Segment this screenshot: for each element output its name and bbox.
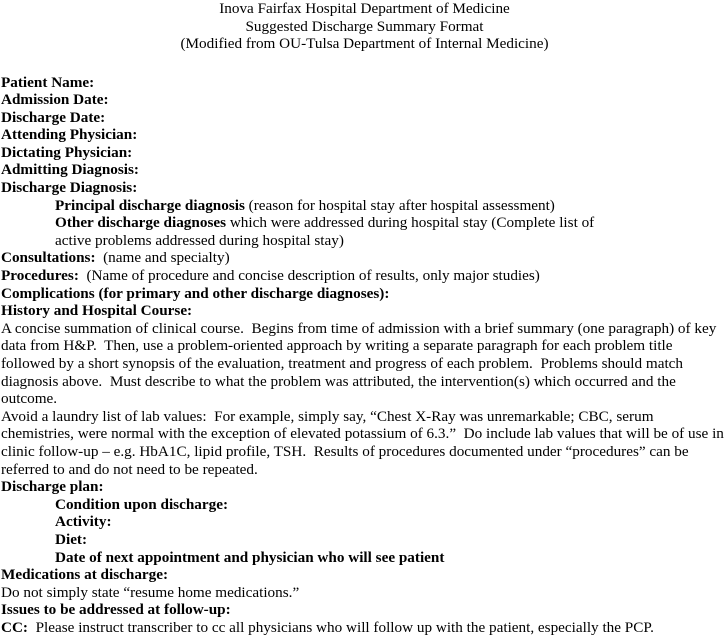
medications-text: Do not simply state “resume home medications.” — [1, 583, 300, 601]
procedures-text: (Name of procedure and concise description of results, only major studies) — [78, 267, 540, 285]
other-diagnoses-text-2: active problems addressed during hospital stay) — [55, 231, 344, 249]
history-p1-line-2: data from H&P. Then, use a problem-oriented approach by writing a separate paragraph for each problem title — [1, 337, 673, 355]
principal-diagnosis-text: (reason for hospital stay after hospital assessment) — [244, 196, 555, 214]
consultations-line — [1, 249, 728, 267]
admitting-diagnosis-label: Admitting Diagnosis: — [1, 161, 139, 179]
cc-label: CC: — [1, 618, 28, 636]
medications-label: Medications at discharge: — [1, 566, 169, 584]
history-p1-line-1: A concise summation of clinical course. Begins from time of admission with a brief summary (one paragraph) of key — [1, 319, 717, 337]
history-p2-line-1: Avoid a laundry list of lab values: For example, simply say, “Chest X-Ray was unremarkable; CBC, serum — [1, 407, 654, 425]
history-p1-line-5: outcome. — [1, 390, 58, 408]
header-line-1: Inova Fairfax Hospital Department of Medicine — [219, 0, 510, 17]
principal-diagnosis-line — [1, 197, 728, 215]
header-spacer — [1, 53, 728, 74]
procedures-label: Procedures: — [1, 267, 79, 285]
procedures-line — [1, 267, 728, 285]
next-appointment-label: Date of next appointment and physician who will see patient — [55, 548, 445, 566]
complications-label: Complications (for primary and other discharge diagnoses): — [1, 284, 390, 302]
history-p2-line-3: clinic follow-up – e.g. HbA1C, lipid profile, TSH. Results of procedures documented under “procedures” can be — [1, 442, 689, 460]
discharge-date-label: Discharge Date: — [1, 108, 106, 126]
other-diagnoses-line — [1, 214, 728, 232]
history-p2-line-2: chemistries, were normal with the exception of elevated potassium of 6.3.” Do include lab values that will be of use in — [1, 425, 724, 443]
cc-line — [1, 619, 728, 637]
attending-physician-label: Attending Physician: — [1, 126, 138, 144]
history-paragraph-2 — [1, 408, 728, 478]
other-diagnoses-label: Other discharge diagnoses — [55, 214, 227, 232]
consultations-label: Consultations: — [1, 249, 96, 267]
patient-name-label: Patient Name: — [1, 73, 95, 91]
history-p1-line-4: diagnosis above. Must describe to what the problem was attributed, the intervention(s) which occurred and the — [1, 372, 676, 390]
header-line-3: (Modified from OU-Tulsa Department of Internal Medicine) — [180, 35, 549, 52]
history-label: History and Hospital Course: — [1, 302, 193, 320]
followup-label: Issues to be addressed at follow-up: — [1, 601, 231, 619]
activity-label: Activity: — [55, 513, 112, 531]
discharge-plan-label: Discharge plan: — [1, 478, 104, 496]
cc-text: Please instruct transcriber to cc all physicians who will follow up with the patient, especially the PCP. — [28, 618, 654, 636]
document-header — [1, 0, 728, 53]
header-line-2: Suggested Discharge Summary Format — [245, 17, 484, 35]
other-diagnoses-text-1: which were addressed during hospital stay (Complete list of — [226, 214, 595, 232]
admission-date-label: Admission Date: — [1, 91, 109, 109]
diet-label: Diet: — [55, 530, 88, 548]
consultations-text: (name and specialty) — [95, 249, 230, 267]
condition-upon-discharge-label: Condition upon discharge: — [55, 495, 229, 513]
history-paragraph-1 — [1, 320, 728, 408]
principal-diagnosis-label: Principal discharge diagnosis — [55, 196, 245, 214]
history-p1-line-3: followed by a short synopsis of the evaluation, treatment and progress of each problem. Problems should match — [1, 355, 684, 372]
history-p2-line-4: referred to and do not need to be repeated. — [1, 460, 258, 478]
dictating-physician-label: Dictating Physician: — [1, 143, 133, 161]
discharge-diagnosis-label: Discharge Diagnosis: — [1, 179, 138, 197]
